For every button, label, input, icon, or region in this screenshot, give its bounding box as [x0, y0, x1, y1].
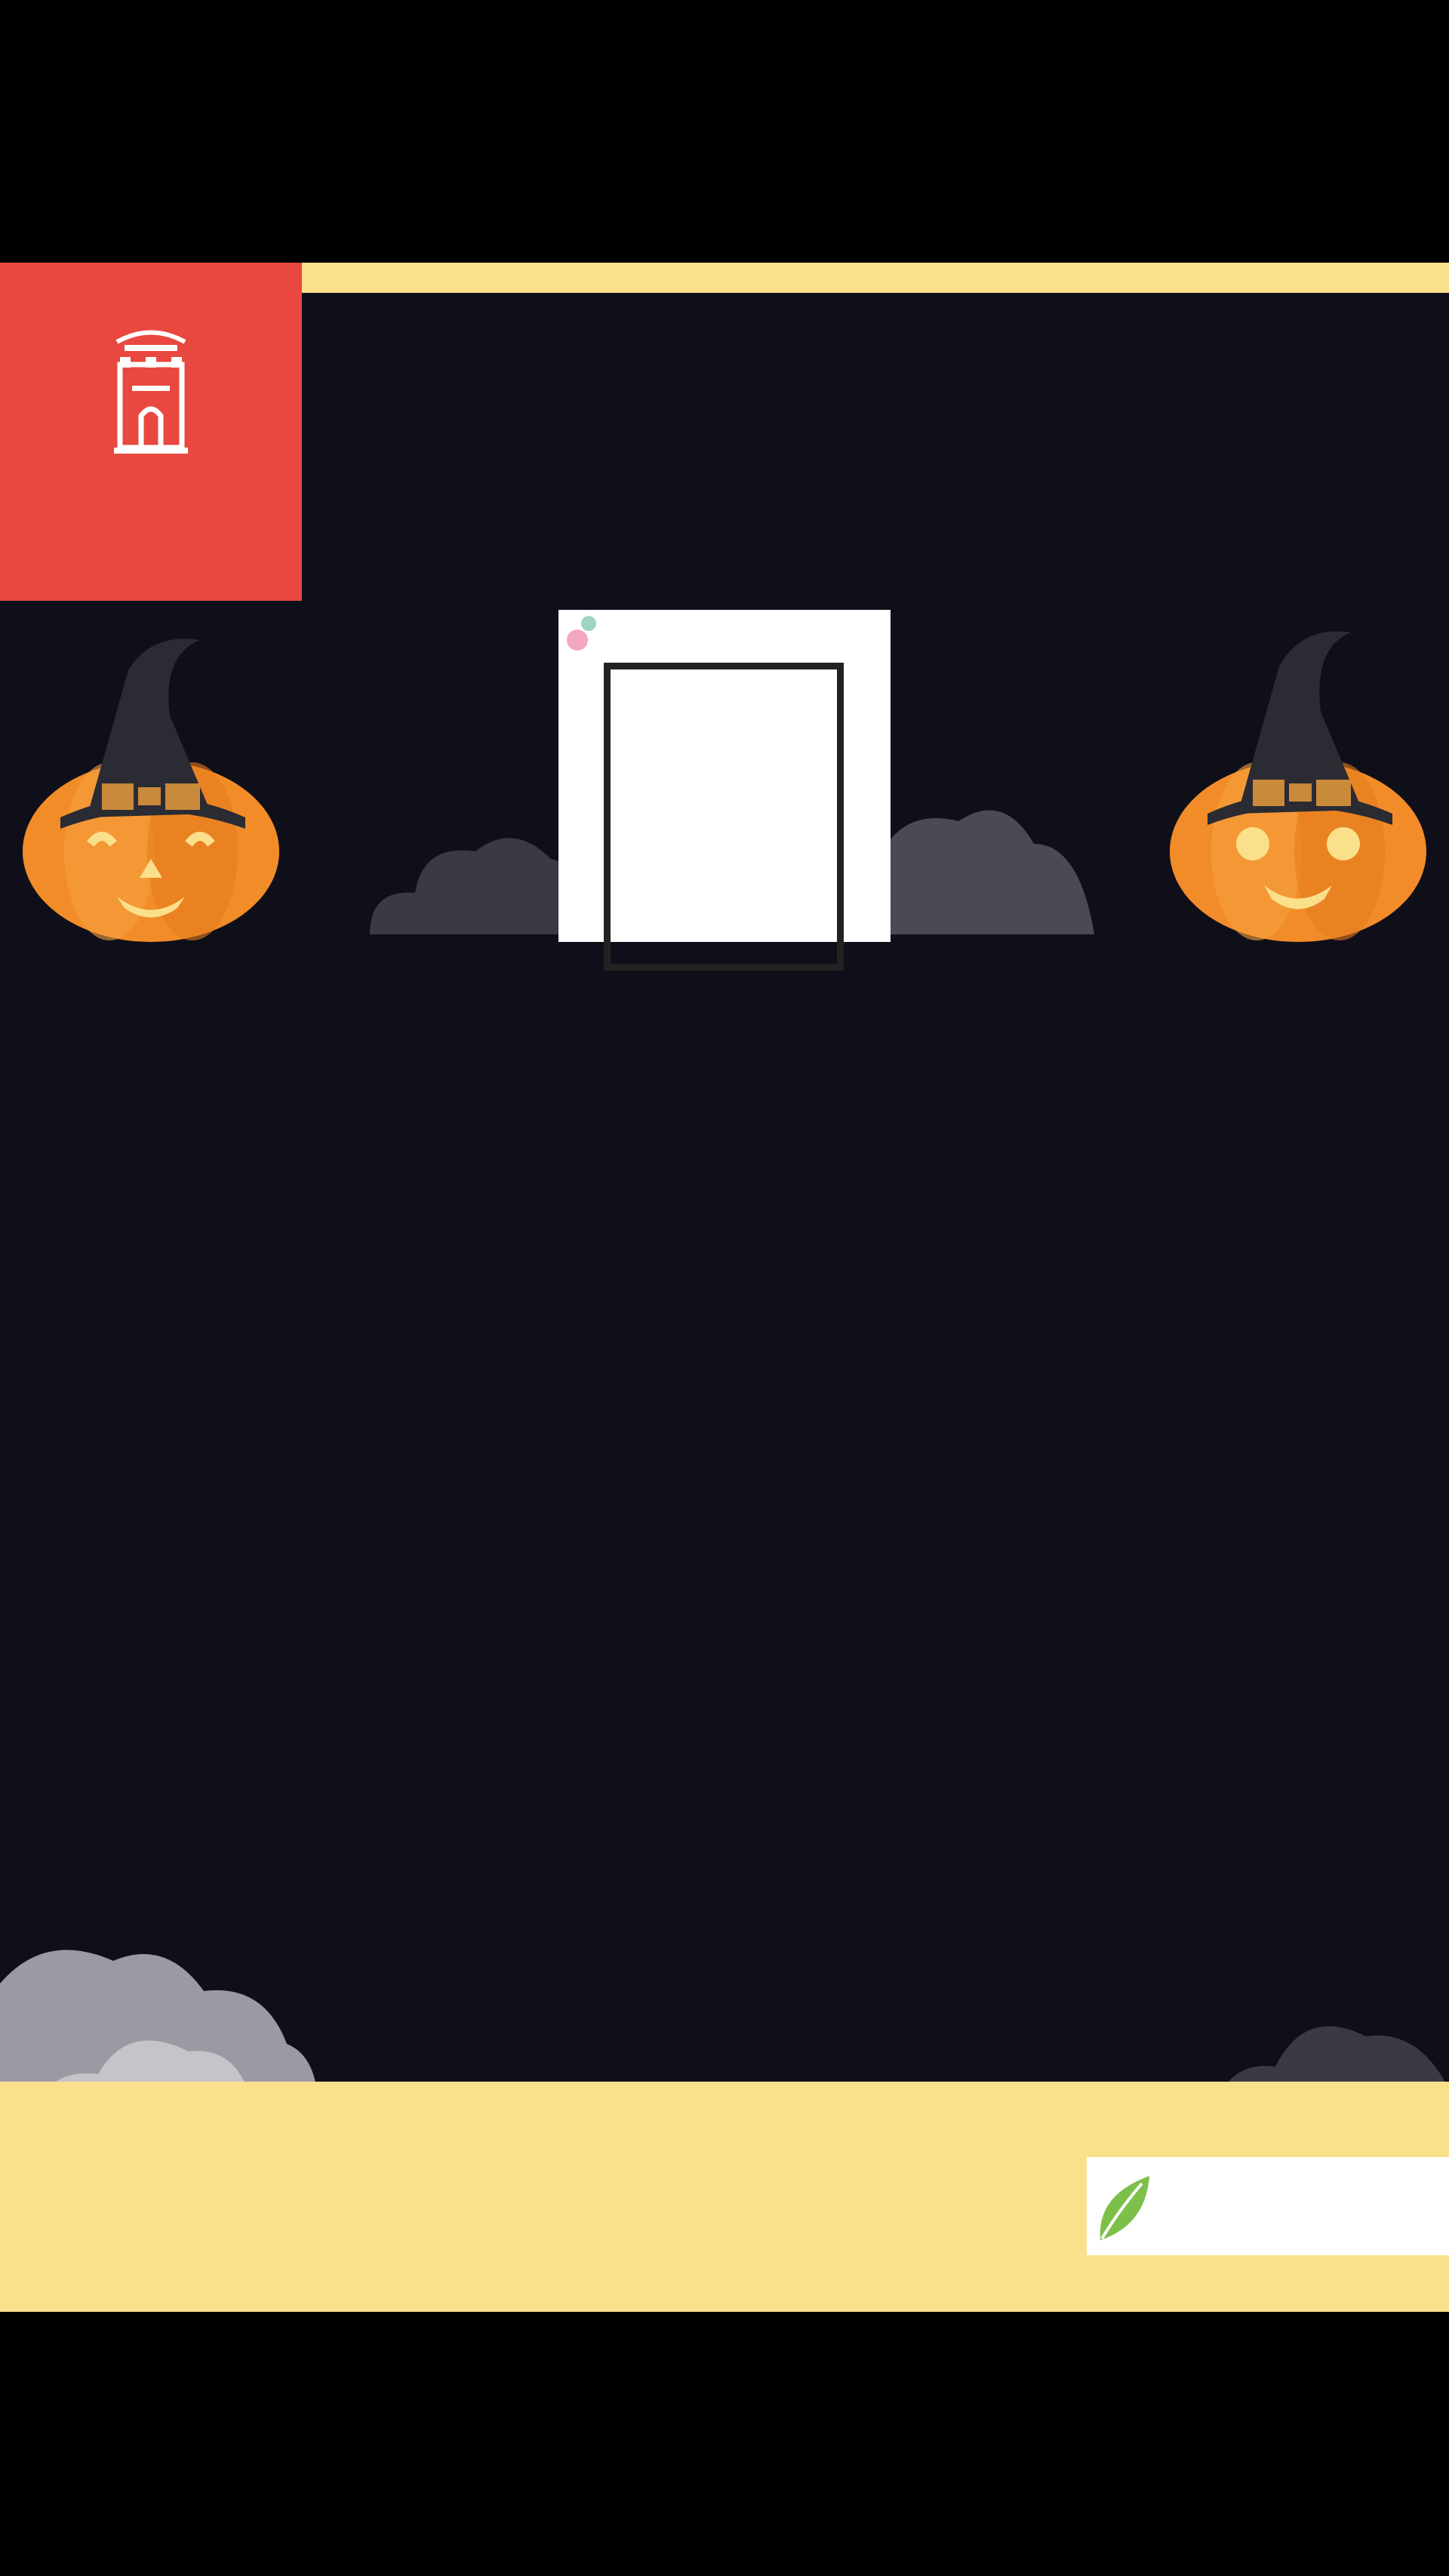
parques-musica-accion-logo [558, 610, 891, 942]
stv-logo [42, 2134, 313, 2176]
actua-logo [1087, 2157, 1449, 2255]
pumpkin-witch-hat-left-icon [19, 625, 283, 942]
logo-frame [604, 663, 844, 971]
cloud-left-icon [362, 806, 589, 934]
tower-crest-icon [109, 327, 192, 455]
flower-decoration-icon [558, 610, 604, 663]
halloween-poster [0, 263, 1449, 2312]
cloud-right-icon [875, 791, 1094, 934]
leaf-icon [1093, 2172, 1153, 2244]
scallop-border-bottom [0, 2040, 1449, 2085]
ayuntamiento-logo [0, 263, 302, 601]
pumpkin-witch-hat-right-icon [1166, 614, 1430, 942]
